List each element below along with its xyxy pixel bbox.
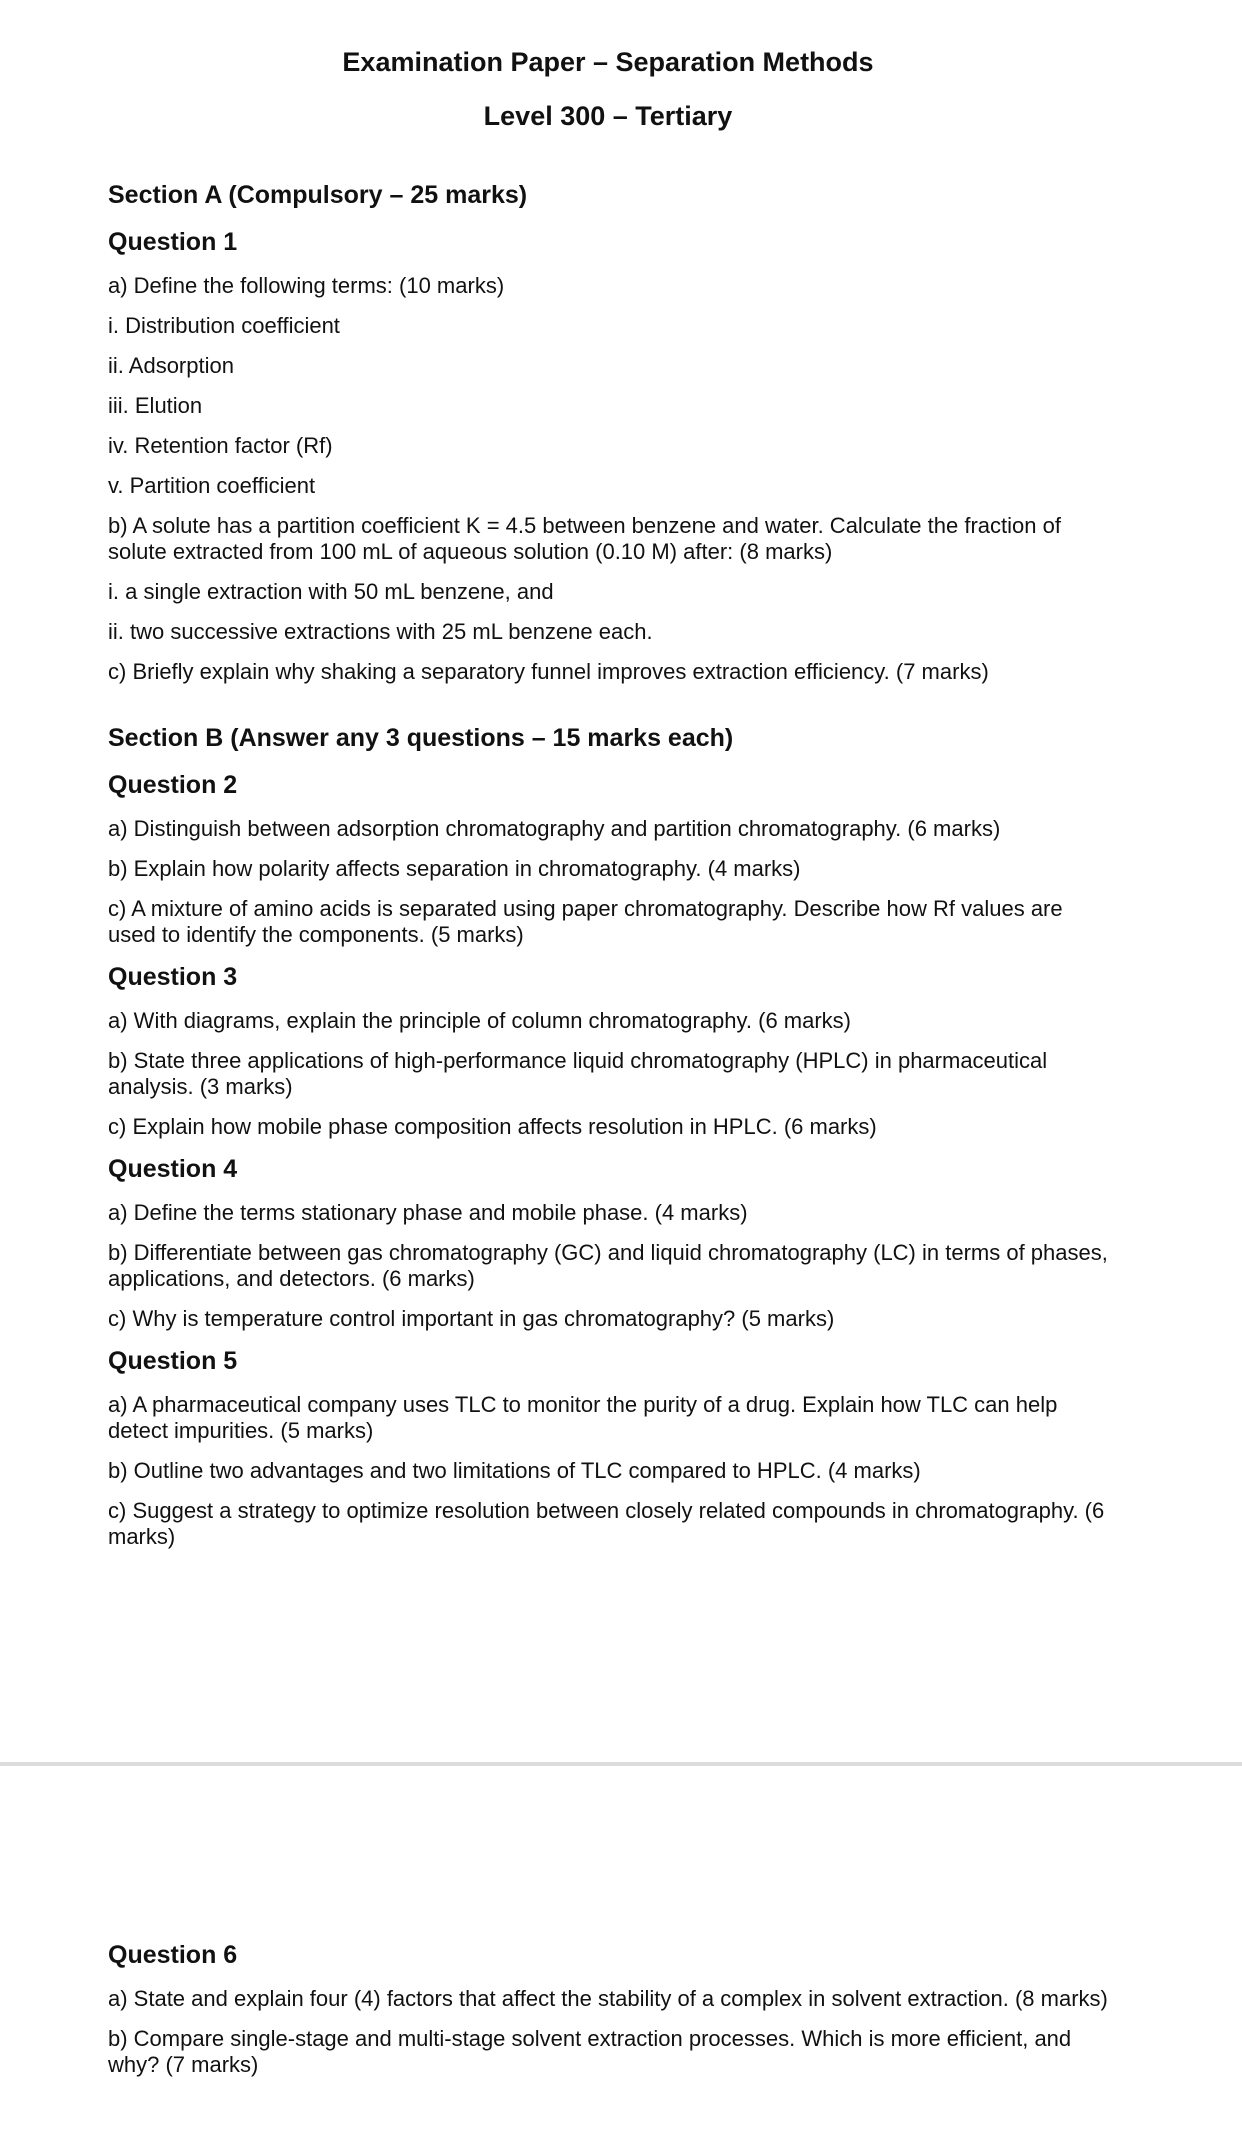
exam-level: Level 300 – Tertiary (483, 101, 733, 131)
question-4-part-c: c) Why is temperature control important in gas chromatography? (5 marks) (108, 1306, 835, 1331)
term-item: iii. Elution (108, 393, 203, 418)
question-3-part-b: b) State three applications of high-performance liquid chromatography (HPLC) in pharmaceutical analysis. (3 marks) (108, 1048, 1048, 1099)
question-6-heading: Question 6 (108, 1941, 238, 1969)
term-item: iv. Retention factor (Rf) (108, 433, 333, 458)
question-2-part-b: b) Explain how polarity affects separation in chromatography. (4 marks) (108, 856, 801, 881)
section-b-heading: Section B (Answer any 3 questions – 15 marks each) (108, 724, 734, 752)
term-item: ii. Adsorption (108, 353, 234, 378)
term-item: i. Distribution coefficient (108, 313, 340, 338)
exam-title: Examination Paper – Separation Methods (342, 47, 874, 77)
question-1-part-a: a) Define the following terms: (10 marks) (108, 273, 505, 298)
question-1-part-b-sub: i. a single extraction with 50 mL benzene, and (108, 579, 554, 604)
question-5-part-c: c) Suggest a strategy to optimize resolution between closely related compounds in chromatography. (6 marks) (108, 1498, 1105, 1549)
question-1-part-b: b) A solute has a partition coefficient K = 4.5 between benzene and water. Calculate the fraction of solute extracted from 100 mL of aqueous solution (0.10 M) after: (8 marks) (108, 513, 1061, 564)
page-1-content (108, 46, 1108, 1550)
question-6-part-b: b) Compare single-stage and multi-stage solvent extraction processes. Which is more efficient, and why? (7 marks) (108, 2026, 1072, 2077)
page-2-content (108, 1940, 1108, 2078)
question-3-part-a: a) With diagrams, explain the principle of column chromatography. (6 marks) (108, 1008, 852, 1033)
question-1-part-b-sub: ii. two successive extractions with 25 mL benzene each. (108, 619, 653, 644)
question-1-part-c: c) Briefly explain why shaking a separatory funnel improves extraction efficiency. (7 marks) (108, 659, 989, 684)
question-3-part-c: c) Explain how mobile phase composition affects resolution in HPLC. (6 marks) (108, 1114, 877, 1139)
question-5-part-b: b) Outline two advantages and two limitations of TLC compared to HPLC. (4 marks) (108, 1458, 921, 1483)
question-2-part-a: a) Distinguish between adsorption chromatography and partition chromatography. (6 marks) (108, 816, 1001, 841)
exam-page-2 (0, 1766, 1242, 2131)
question-1-heading: Question 1 (108, 228, 238, 256)
question-5-heading: Question 5 (108, 1347, 238, 1375)
question-3-heading: Question 3 (108, 963, 238, 991)
question-4-heading: Question 4 (108, 1155, 238, 1183)
question-4-part-b: b) Differentiate between gas chromatography (GC) and liquid chromatography (LC) in terms of phases, applications, and detectors. (6 marks) (108, 1240, 1108, 1291)
question-2-part-c: c) A mixture of amino acids is separated using paper chromatography. Describe how Rf values are used to identify the components. (5 marks) (108, 896, 1063, 947)
question-2-heading: Question 2 (108, 771, 238, 799)
question-6-part-a: a) State and explain four (4) factors that affect the stability of a complex in solvent extraction. (8 marks) (108, 1986, 1108, 2011)
term-item: v. Partition coefficient (108, 473, 316, 498)
question-5-part-a: a) A pharmaceutical company uses TLC to monitor the purity of a drug. Explain how TLC can help detect impurities. (5 marks) (108, 1392, 1058, 1443)
question-4-part-a: a) Define the terms stationary phase and mobile phase. (4 marks) (108, 1200, 748, 1225)
section-a-heading: Section A (Compulsory – 25 marks) (108, 181, 528, 209)
